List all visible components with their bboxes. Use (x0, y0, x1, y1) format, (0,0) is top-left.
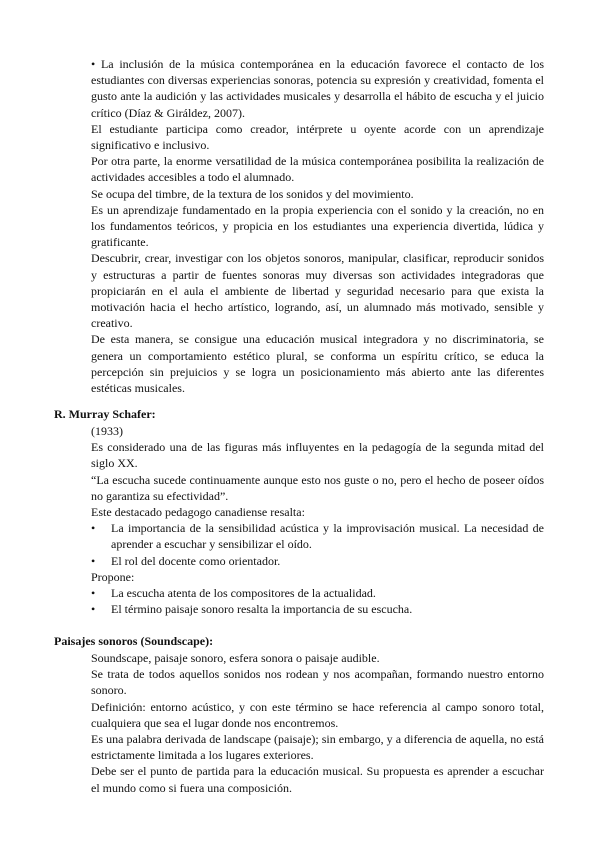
schafer-heading: R. Murray Schafer: (54, 407, 156, 421)
list-item-text: La importancia de la sensibilidad acústica y la improvisación musical. La necesidad de aprender a escuchar y sensibilizar el oído. (111, 521, 544, 552)
list-item-text: El término paisaje sonoro resalta la importancia de su escucha. (111, 602, 413, 617)
schafer-paragraph: Este destacado pedagogo canadiense resalta: (91, 505, 305, 520)
schafer-section (91, 423, 544, 617)
intro-paragraph: De esta manera, se consigue una educación musical integradora y no discriminatoria, se genera un comportamiento estético plural, se conforma un espíritu crítico, se educa la percepción sin prejuicios y se logra un posicionamiento más abierto ante las diferentes estéticas musicales. (91, 332, 544, 396)
paisajes-paragraph: Se trata de todos aquellos sonidos nos rodean y nos acompañan, formando nuestro entorno sonoro. (91, 667, 544, 698)
paisajes-paragraph: Soundscape, paisaje sonoro, esfera sonora o paisaje audible. (91, 651, 380, 665)
paisajes-heading: Paisajes sonoros (Soundscape): (54, 634, 214, 648)
schafer-list-proposals (91, 585, 544, 617)
list-item-text: La escucha atenta de los compositores de la actualidad. (111, 586, 376, 601)
list-item-text: El rol del docente como orientador. (111, 553, 281, 568)
paisajes-paragraph: Debe ser el punto de partida para la educación musical. Su propuesta es aprender a escuchar el mundo como si fuera una composición. (91, 764, 544, 795)
schafer-paragraph: Es considerado una de las figuras más influyentes en la pedagogía de la segunda mitad del siglo XX. (91, 440, 544, 471)
intro-paragraph: Se ocupa del timbre, de la textura de los sonidos y del movimiento. (91, 186, 414, 201)
schafer-year: (1933) (91, 424, 123, 438)
schafer-propone: Propone: (91, 569, 135, 584)
list-item (91, 585, 544, 601)
schafer-quote: “La escucha sucede continuamente aunque esto nos guste o no, pero el hecho de poseer oídos no garantiza su efectividad”. (91, 472, 544, 503)
intro-first-item: • La inclusión de la música contemporánea en la educación favorece el contacto de los estudiantes con diversas experiencias sonoras, potencia su expresión y creatividad, fomenta el gusto ante la audición y las actividades musicales y desarrolla el hábito de escucha y el juicio crítico (Díaz & Giráldez, 2007). (91, 57, 544, 120)
list-item (91, 553, 544, 569)
bullet-icon: • (91, 553, 96, 568)
schafer-list-highlights (91, 520, 544, 569)
list-item (91, 520, 544, 552)
bullet-icon: • (91, 586, 96, 601)
paisajes-section (91, 650, 544, 796)
bullet-icon: • (91, 521, 96, 536)
intro-paragraph: Es un aprendizaje fundamentado en la propia experiencia con el sonido y la creación, no en los fundamentos teóricos, y propicia en los estudiantes una experiencia divertida, lúdica y gratificante. (91, 202, 544, 250)
paisajes-paragraph: Es una palabra derivada de landscape (paisaje); sin embargo, y a diferencia de aquella, no está estrictamente limitada a los lugares exteriores. (91, 732, 544, 763)
list-item (91, 601, 544, 617)
intro-paragraph: El estudiante participa como creador, intérprete u oyente acorde con un aprendizaje significativo e inclusivo. (91, 121, 544, 153)
intro-section (91, 56, 544, 396)
intro-paragraph: Descubrir, crear, investigar con los objetos sonoros, manipular, clasificar, reproducir sonidos y estructuras a partir de fuentes sonoras muy diversas son actividades integradoras que propiciarán en el aula el ambiente de libertad y seguridad necesario para que exista la motivación hacia el hecho artístico, logrando, así, un alumnado más motivado, sensible y creativo. (91, 251, 544, 331)
bullet-icon: • (91, 602, 96, 617)
intro-paragraph: Por otra parte, la enorme versatilidad de la música contemporánea posibilita la realización de actividades accesibles a todo el alumnado. (91, 154, 544, 185)
paisajes-paragraph: Definición: entorno acústico, y con este término se hace referencia al campo sonoro total, cualquiera que sea el lugar donde nos encontremos. (91, 699, 544, 730)
